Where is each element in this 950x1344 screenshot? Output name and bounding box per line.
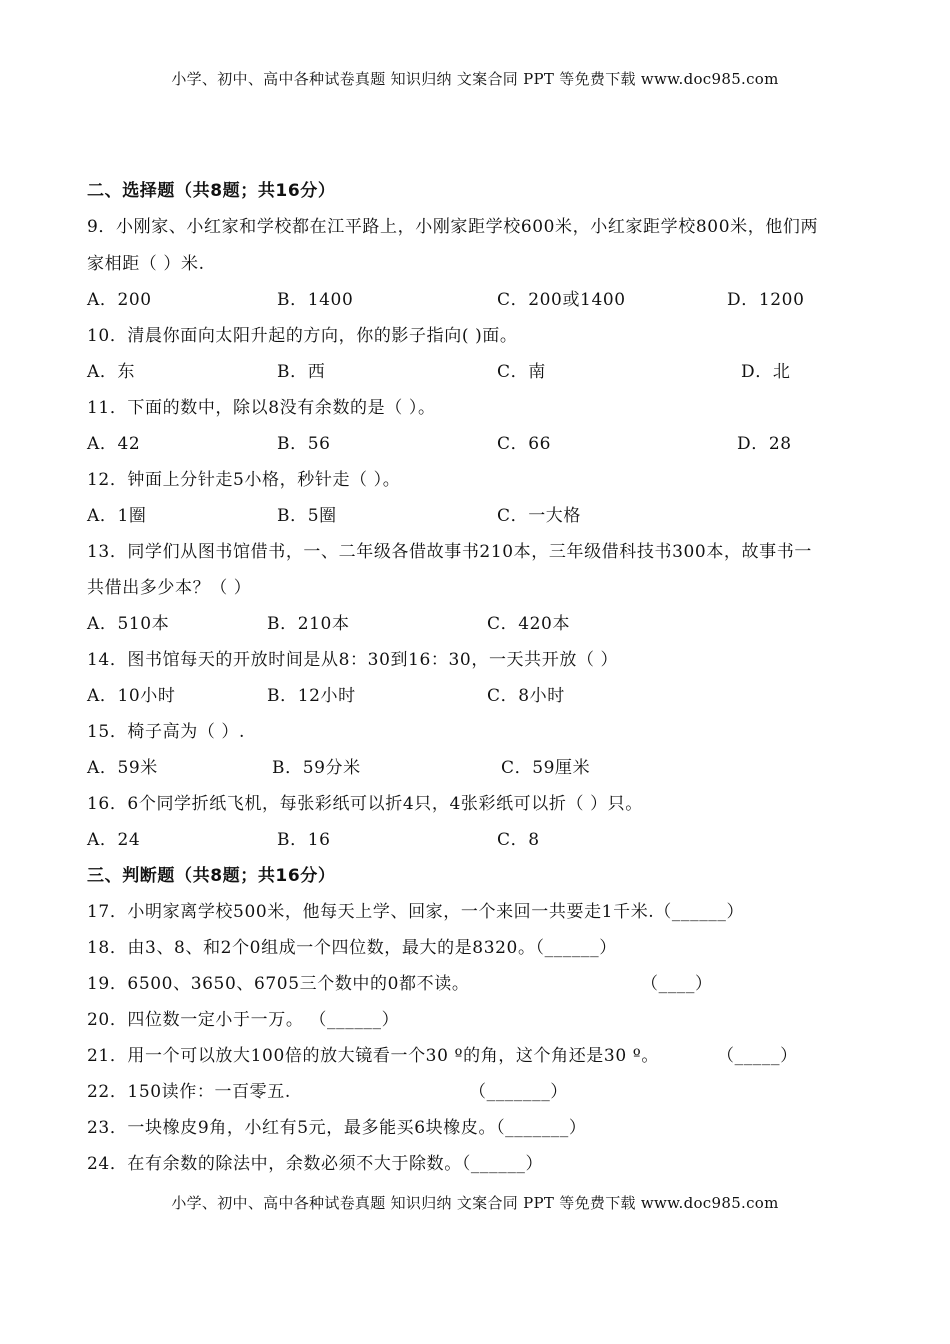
question-10-option-b: B．西 bbox=[277, 362, 326, 382]
question-11-option-b: B．56 bbox=[277, 434, 331, 454]
question-14: 14．图书馆每天的开放时间是从8：30到16：30，一天共开放（ ） bbox=[87, 650, 619, 670]
question-9-option-c: C．200或1400 bbox=[497, 290, 626, 310]
question-15-option-a: A．59米 bbox=[87, 758, 158, 778]
section-title-choice: 二、选择题（共8题；共16分） bbox=[87, 181, 336, 201]
question-22-blank: （_______） bbox=[469, 1082, 568, 1102]
question-14-option-b: B．12小时 bbox=[267, 686, 356, 706]
question-20: 20．四位数一定小于一万。 （______） bbox=[87, 1010, 400, 1030]
question-12: 12．钟面上分针走5小格，秒针走（ ）。 bbox=[87, 470, 401, 490]
question-24: 24．在有余数的除法中，余数必须不大于除数。（______） bbox=[87, 1154, 544, 1174]
question-13-option-b: B．210本 bbox=[267, 614, 350, 634]
question-15: 15．椅子高为（ ）. bbox=[87, 722, 246, 742]
question-9-option-d: D．1200 bbox=[727, 290, 805, 310]
question-13-option-c: C．420本 bbox=[487, 614, 571, 634]
question-16: 16．6个同学折纸飞机，每张彩纸可以折4只，4张彩纸可以折（ ）只。 bbox=[87, 794, 643, 814]
question-11-option-a: A．42 bbox=[87, 434, 141, 454]
question-10-option-c: C．南 bbox=[497, 362, 546, 382]
question-16-option-b: B．16 bbox=[277, 830, 331, 850]
question-22: 22．150读作：一百零五. bbox=[87, 1082, 291, 1102]
question-19: 19．6500、3650、6705三个数中的0都不读。 bbox=[87, 974, 470, 994]
question-21: 21．用一个可以放大100倍的放大镜看一个30 º的角，这个角还是30 º。 bbox=[87, 1046, 659, 1066]
question-11-option-c: C．66 bbox=[497, 434, 552, 454]
question-18: 18．由3、8、和2个0组成一个四位数，最大的是8320。（______） bbox=[87, 938, 617, 958]
header-banner: 小学、初中、高中各种试卷真题 知识归纳 文案合同 PPT 等免费下载 www.doc985.com bbox=[171, 70, 779, 88]
question-12-option-b: B．5圈 bbox=[277, 506, 337, 526]
question-9-line-2: 家相距（ ）米. bbox=[87, 254, 205, 274]
question-10: 10．清晨你面向太阳升起的方向，你的影子指向( )面。 bbox=[87, 326, 518, 346]
question-19-blank: （____） bbox=[641, 974, 713, 994]
question-13-line-2: 共借出多少本？（ ） bbox=[87, 578, 252, 598]
section-title-judgement: 三、判断题（共8题；共16分） bbox=[87, 866, 336, 886]
question-9-option-a: A．200 bbox=[87, 290, 152, 310]
question-14-option-a: A．10小时 bbox=[87, 686, 176, 706]
question-17: 17．小明家离学校500米，他每天上学、回家，一个来回一共要走1千米.（______） bbox=[87, 902, 745, 922]
footer-banner: 小学、初中、高中各种试卷真题 知识归纳 文案合同 PPT 等免费下载 www.doc985.com bbox=[171, 1194, 779, 1212]
question-15-option-c: C．59厘米 bbox=[501, 758, 591, 778]
question-11-option-d: D．28 bbox=[737, 434, 792, 454]
question-23: 23．一块橡皮9角，小红有5元，最多能买6块橡皮。（_______） bbox=[87, 1118, 587, 1138]
question-16-option-c: C．8 bbox=[497, 830, 540, 850]
question-12-option-c: C．一大格 bbox=[497, 506, 582, 526]
question-16-option-a: A．24 bbox=[87, 830, 141, 850]
question-9-option-b: B．1400 bbox=[277, 290, 354, 310]
question-14-option-c: C．8小时 bbox=[487, 686, 565, 706]
question-9-line-1: 9．小刚家、小红家和学校都在江平路上，小刚家距学校600米，小红家距学校800米，他们两 bbox=[87, 217, 819, 237]
question-13-line-1: 13．同学们从图书馆借书，一、二年级各借故事书210本，三年级借科技书300本，故事书一 bbox=[87, 542, 812, 562]
question-13-option-a: A．510本 bbox=[87, 614, 170, 634]
question-10-option-d: D．北 bbox=[741, 362, 791, 382]
question-12-option-a: A．1圈 bbox=[87, 506, 147, 526]
question-10-option-a: A．东 bbox=[87, 362, 136, 382]
question-15-option-b: B．59分米 bbox=[272, 758, 361, 778]
question-11: 11．下面的数中，除以8没有余数的是（ ）。 bbox=[87, 398, 436, 418]
question-21-blank: （_____） bbox=[717, 1046, 798, 1066]
